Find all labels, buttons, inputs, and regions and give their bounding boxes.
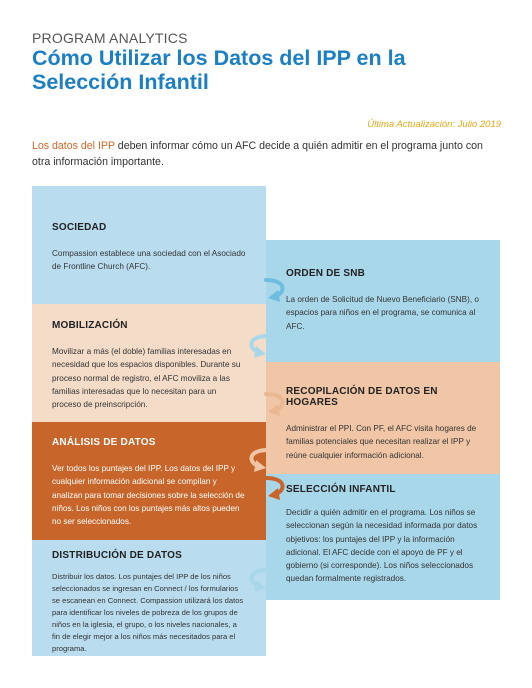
step-title: RECOPILACIÓN DE DATOS EN HOGARES	[286, 386, 438, 408]
curved-arrow-icon	[238, 566, 272, 598]
step-distribucion	[32, 540, 266, 656]
last-updated: Última Actualización: Julio 2019	[367, 119, 501, 130]
step-seleccion	[266, 474, 500, 600]
curved-arrow-icon	[262, 390, 296, 422]
intro-highlight: Los datos del IPP	[32, 140, 115, 152]
step-recopilacion	[266, 362, 500, 474]
page-title: Cómo Utilizar los Datos del IPP en la Selección Infantil	[32, 46, 406, 94]
step-movilizacion	[32, 304, 266, 422]
curved-arrow-icon	[262, 474, 296, 506]
step-analisis	[32, 422, 266, 540]
step-title: SELECCIÓN INFANTIL	[286, 484, 396, 495]
step-title: ANÁLISIS DE DATOS	[52, 437, 156, 448]
step-title: DISTRIBUCIÓN DE DATOS	[52, 550, 182, 561]
step-body: Decidir a quién admitir en el programa. Los niños se seleccionan según la necesidad informada por datos objetivos: los puntajes del IPP y la información adicional. El AFC decide con el apoyo de PF y el gobierno (si corresponde). Los niños seleccionados quedan formalmente registrados.	[286, 508, 478, 584]
curved-arrow-icon	[262, 276, 296, 308]
curved-arrow-icon	[238, 332, 272, 364]
step-body: Ver todos los puntajes del IPP. Los datos del IPP y cualquier información adicional se compilan y analizan para tomar decisiones sobre la selección de niños. Los niños con los puntajes más altos pueden no ser seleccionados.	[52, 464, 245, 527]
step-body: Administrar el PPI. Con PF, el AFC visita hogares de familias potenciales que necesitan realizar el IPP y reúne cualquier información adicional.	[286, 424, 477, 460]
step-title: ORDEN DE SNB	[286, 268, 366, 279]
program-kicker: PROGRAM ANALYTICS	[32, 30, 188, 46]
step-orden-snb	[266, 240, 500, 362]
step-title: MOBILIZACIÓN	[52, 320, 128, 331]
step-body: Distribuir los datos. Los puntajes del IPP de los niños seleccionados se ingresan en Connect / los formularios se escanean en Connect. Compassion utilizará los datos para identificar los niveles de pobreza de los grupos de niños en la iglesia, el grupo, o los niveles nacionales, a fin de elegir mejor a los niños más necesitados para el programa.	[52, 572, 244, 653]
step-sociedad	[32, 186, 266, 304]
step-body: Compassion establece una sociedad con el Asociado de Frontline Church (AFC).	[52, 249, 246, 272]
intro-paragraph	[32, 138, 502, 170]
intro-text: deben informar cómo un AFC decide a quién admitir en el programa junto con otra información importante.	[32, 140, 483, 168]
step-title: SOCIEDAD	[52, 222, 107, 233]
step-body: Movilizar a más (el doble) familias interesadas en necesidad que los espacios disponibles. Durante su proceso normal de registro, el AFC moviliza a las familias interesadas que lo necesitan para un proceso de preinscripción.	[52, 347, 241, 410]
step-body: La orden de Solicitud de Nuevo Beneficiario (SNB), o espacios para niños en el programa, se comunica al AFC.	[286, 295, 479, 331]
